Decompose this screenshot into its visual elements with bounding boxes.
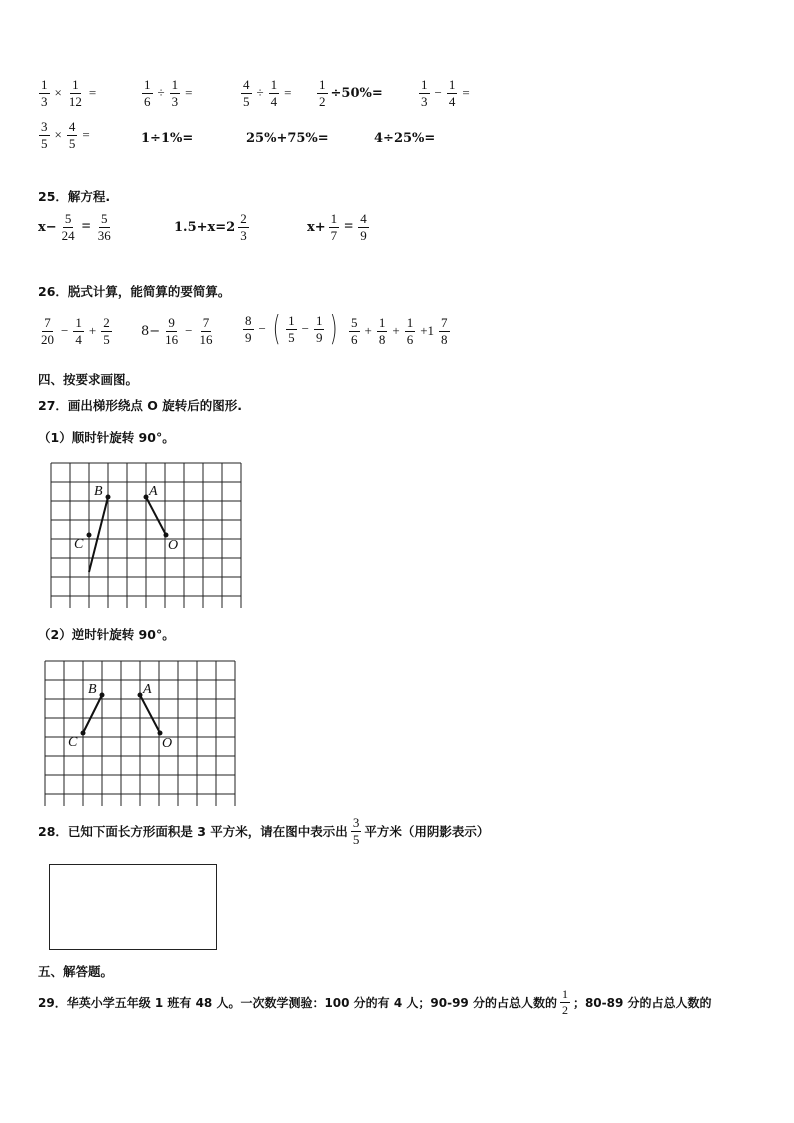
fraction: $\frac{1}{6}$ xyxy=(406,315,414,347)
left-paren: ( xyxy=(272,309,281,349)
calc-expression: $\frac{3}{5}$ × $\frac{4}{5}$ = xyxy=(41,119,90,151)
question-29-text: 29．华英小学五年级 1 班有 48 人。一次数学测验：100 分的有 4 人；90-99 分的占总人数的 $\frac{1}{2}$ ；80-89 分的占总人数的 xyxy=(38,987,712,1017)
calc-expression: 25%+75%= xyxy=(246,131,329,146)
fraction: $\frac{3}{5}$ xyxy=(352,815,360,847)
trapezoid-edge-ao xyxy=(140,695,160,733)
calc-expression: $\frac{5}{6}$ + $\frac{1}{8}$ + $\frac{1}{6}$ +1 $\frac{7}{8}$ xyxy=(351,315,448,347)
point-c xyxy=(81,731,86,736)
fraction: $\frac{7}{8}$ xyxy=(441,315,448,347)
point-b xyxy=(100,693,105,698)
rectangle-shape xyxy=(49,864,217,950)
question-28-title: 28．已知下面长方形面积是 3 平方米，请在图中表示出 $\frac{3}{5}$ 平方米（用阴影表示） xyxy=(38,815,490,847)
fraction: $\frac{1}{5}$ xyxy=(288,312,295,345)
fraction: $\frac{4}{9}$ xyxy=(360,211,367,243)
question-26-title: 26．脱式计算，能简算的要简算。 xyxy=(38,284,231,299)
fraction: $\frac{4}{5}$ xyxy=(68,119,76,151)
trapezoid-edge-cb xyxy=(89,497,108,572)
label-b: B xyxy=(94,484,103,499)
calc-expression: 1÷1%= xyxy=(141,131,194,146)
point-b xyxy=(106,495,111,500)
fraction: $\frac{2}{5}$ xyxy=(103,315,110,347)
label-o: O xyxy=(168,538,179,553)
fraction: $\frac{5}{6}$ xyxy=(351,315,358,347)
section-5-title: 五、解答题。 xyxy=(38,964,114,979)
fraction: $\frac{1}{2}$ xyxy=(319,77,326,109)
fraction: $\frac{1}{4}$ xyxy=(75,315,82,347)
question-27-part2: （2）逆时针旋转 90°。 xyxy=(38,627,175,642)
calc-expression: $\frac{1}{3}$ × $\frac{1}{12}$ = xyxy=(41,77,97,109)
calc-expression: 8− $\frac{9}{16}$ − $\frac{7}{16}$ xyxy=(141,315,213,347)
fraction: $\frac{8}{9}$ xyxy=(245,312,252,345)
fraction: $\frac{1}{2}$ xyxy=(561,987,568,1017)
calc-expression: $\frac{8}{9}$ − ( $\frac{1}{5}$ − $\frac{1}{9}$ ) xyxy=(245,309,339,349)
calc-expression: $\frac{1}{3}$ − $\frac{1}{4}$ = xyxy=(421,77,470,109)
fraction: $\frac{7}{20}$ xyxy=(41,315,54,347)
calc-expression: $\frac{1}{6}$ ÷ $\frac{1}{3}$ = xyxy=(144,77,193,109)
point-a xyxy=(144,495,149,500)
fraction: $\frac{1}{9}$ xyxy=(315,312,323,345)
fraction: $\frac{1}{6}$ xyxy=(144,77,151,109)
point-o xyxy=(158,731,163,736)
point-o xyxy=(164,533,169,538)
grid-lines xyxy=(45,661,235,806)
fraction: $\frac{5}{24}$ xyxy=(61,211,75,243)
fraction: $\frac{3}{5}$ xyxy=(41,119,48,151)
fraction: $\frac{9}{16}$ xyxy=(165,315,179,347)
point-c xyxy=(87,533,92,538)
question-27-part1: （1）顺时针旋转 90°。 xyxy=(38,430,175,445)
label-b: B xyxy=(88,682,97,697)
fraction: $\frac{5}{36}$ xyxy=(97,211,111,243)
label-o: O xyxy=(162,736,173,751)
calc-expression: $\frac{7}{20}$ − $\frac{1}{4}$ + $\frac{2}{5}$ xyxy=(41,315,110,347)
fraction: $\frac{1}{4}$ xyxy=(270,77,278,109)
calc-expression: $\frac{1}{2}$ ÷50%= xyxy=(319,77,383,109)
fraction: $\frac{1}{3}$ xyxy=(171,77,179,109)
question-27-title: 27．画出梯形绕点 O 旋转后的图形. xyxy=(38,398,242,413)
section-4-title: 四、按要求画图。 xyxy=(38,372,139,387)
fraction: $\frac{2}{3}$ xyxy=(240,211,247,243)
right-paren: ) xyxy=(330,309,339,349)
equation: x− $\frac{5}{24}$ = $\frac{5}{36}$ xyxy=(38,211,111,243)
grid-diagram-2 xyxy=(44,660,238,806)
fraction: $\frac{1}{8}$ xyxy=(378,315,386,347)
fraction: $\frac{7}{16}$ xyxy=(199,315,213,347)
equation: x+ $\frac{1}{7}$ = $\frac{4}{9}$ xyxy=(307,211,367,243)
label-c: C xyxy=(74,537,84,552)
fraction: $\frac{1}{12}$ xyxy=(68,77,82,109)
fraction: $\frac{4}{5}$ xyxy=(243,77,250,109)
label-c: C xyxy=(68,735,78,750)
fraction: $\frac{1}{3}$ xyxy=(421,77,428,109)
equation: 1.5+x=2 $\frac{2}{3}$ xyxy=(174,211,247,243)
trapezoid-edge-cb xyxy=(83,695,102,733)
fraction: $\frac{1}{4}$ xyxy=(448,77,456,109)
label-a: A xyxy=(143,682,152,697)
question-25-title: 25．解方程. xyxy=(38,189,111,204)
label-a: A xyxy=(149,484,158,499)
fraction: $\frac{1}{3}$ xyxy=(41,77,48,109)
fraction: $\frac{1}{7}$ xyxy=(330,211,338,243)
trapezoid-edge-ao xyxy=(146,497,166,535)
grid-lines xyxy=(51,463,241,608)
calc-expression: 4÷25%= xyxy=(374,131,436,146)
calc-expression: $\frac{4}{5}$ ÷ $\frac{1}{4}$ = xyxy=(243,77,292,109)
point-a xyxy=(138,693,143,698)
grid-diagram-1 xyxy=(50,462,244,608)
